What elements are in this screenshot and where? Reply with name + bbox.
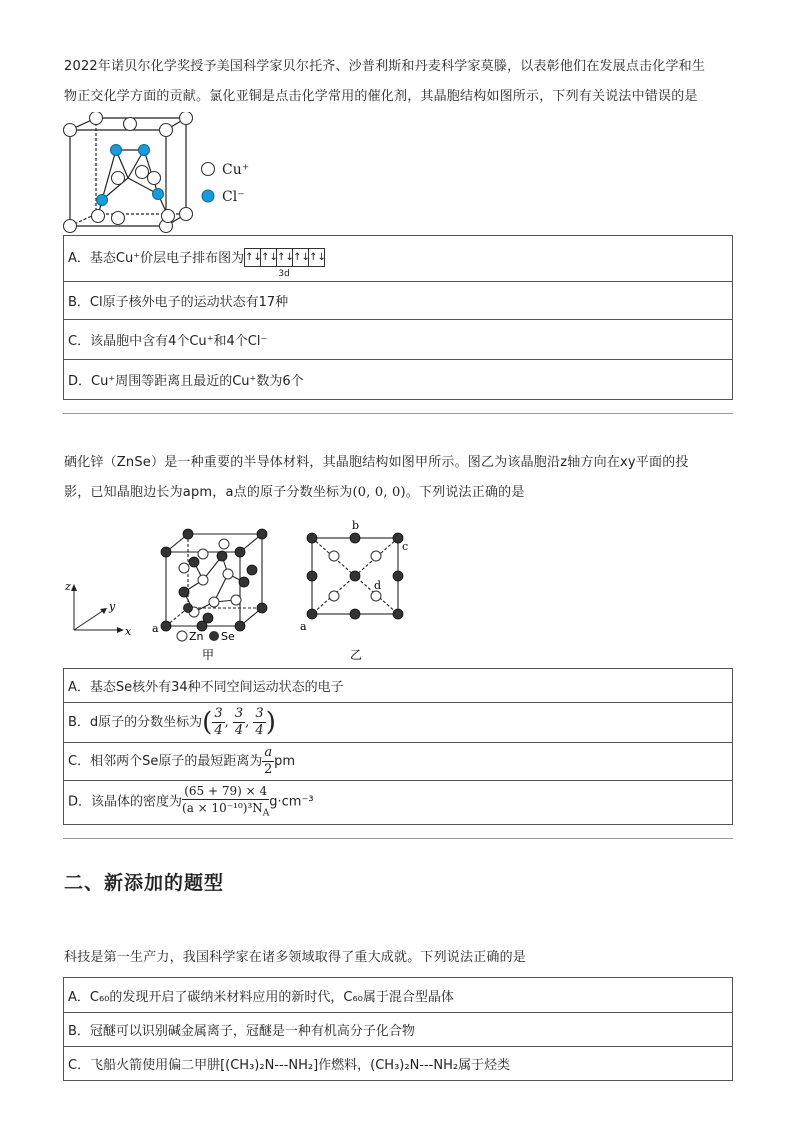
a-coordinate: (0, 0, 0) bbox=[352, 485, 406, 500]
label-a-yi: a bbox=[300, 620, 307, 633]
q2-option-c[interactable]: C．相邻两个Se原子的最短距离为 $\frac{a}{2}$ pm bbox=[64, 743, 733, 781]
orbital-diagram bbox=[244, 248, 324, 281]
q1-stem bbox=[64, 52, 744, 112]
orbital-box: ↑↓ bbox=[260, 248, 277, 267]
divider bbox=[63, 413, 733, 414]
paren-close: ) bbox=[265, 707, 276, 738]
q1-opt-c-text: C．该晶胞中含有4个Cu⁺和4个Cl⁻ bbox=[64, 320, 733, 360]
label-b: b bbox=[352, 519, 360, 532]
divider bbox=[63, 838, 733, 839]
q3-option-c[interactable] bbox=[64, 1047, 733, 1081]
orbital-box: ↑↓ bbox=[276, 248, 293, 267]
q1-option-c[interactable] bbox=[64, 320, 733, 360]
legend-zn: Zn bbox=[189, 630, 204, 643]
q1-stem-line1: 2022年诺贝尔化学奖授予美国科学家贝尔托齐、沙普利斯和丹麦科学家莫滕，以表彰他们在发展点击化学和生 bbox=[64, 59, 706, 74]
q3-options bbox=[63, 977, 733, 1081]
cucl-unit-cell-figure bbox=[58, 112, 288, 234]
legend-cl: Cl⁻ bbox=[222, 189, 245, 205]
q2-stem-line1: 硒化锌（ZnSe）是一种重要的半导体材料，其晶胞结构如图甲所示。图乙为该晶胞沿z轴方向在xy平面的投 bbox=[64, 455, 689, 470]
legend-se: Se bbox=[221, 630, 235, 643]
orbital-box: ↑↓ bbox=[308, 248, 325, 267]
q3-stem: 科技是第一生产力，我国科学家在诸多领域取得了重大成就。下列说法正确的是 bbox=[64, 950, 527, 965]
q1-options bbox=[63, 235, 733, 400]
q3-option-b[interactable] bbox=[64, 1013, 733, 1047]
q3-opt-c-text: C．飞船火箭使用偏二甲肼[(CH₃)₂N---NH₂]作燃料，(CH₃)₂N---NH₂属于烃类 bbox=[64, 1047, 733, 1081]
q2-option-d[interactable]: D．该晶体的密度为 $\frac{(65 + 79) \times 4}{(a \times 10^{-10})^3N_A}$ g·cm⁻³ bbox=[64, 781, 733, 825]
q2-options bbox=[63, 668, 733, 825]
caption-jia: 甲 bbox=[202, 648, 215, 662]
orbital-label: 3d bbox=[278, 269, 290, 279]
znse-unit-cell-figures bbox=[62, 518, 422, 666]
axis-y-label: y bbox=[109, 600, 116, 613]
q3-opt-a-text: A．C₆₀的发现开启了碳纳米材料应用的新时代，C₆₀属于混合型晶体 bbox=[64, 978, 733, 1013]
q3-opt-b-text: B．冠醚可以识别碱金属离子，冠醚是一种有机高分子化合物 bbox=[64, 1013, 733, 1047]
orbital-box: ↑↓ bbox=[244, 248, 261, 267]
axis-x-label: x bbox=[125, 625, 132, 638]
q1-option-b[interactable] bbox=[64, 282, 733, 320]
legend-cu: Cu⁺ bbox=[222, 162, 250, 178]
q2-stem bbox=[64, 448, 744, 508]
label-c: c bbox=[402, 540, 409, 553]
caption-yi: 乙 bbox=[350, 648, 363, 662]
orbital-box: ↑↓ bbox=[292, 248, 309, 267]
q1-opt-d-text: D．Cu⁺周围等距离且最近的Cu⁺数为6个 bbox=[64, 360, 733, 400]
axis-z-label: z bbox=[65, 580, 71, 593]
q2-option-b[interactable]: B．d原子的分数坐标为( $\frac{3}{4}$ , $\frac{3}{4}$ , $\frac{3}{4}$ ) bbox=[64, 703, 733, 743]
section-heading: 二、新添加的题型 bbox=[64, 872, 225, 894]
q1-option-d[interactable] bbox=[64, 360, 733, 400]
q1-opt-a-text: A．基态Cu⁺价层电子排布图为 bbox=[68, 251, 245, 266]
label-a-jia: a bbox=[152, 622, 159, 635]
q1-opt-b-text: B．Cl原子核外电子的运动状态有17种 bbox=[64, 282, 733, 320]
label-d: d bbox=[374, 579, 382, 592]
q2-stem-line2: 影，已知晶胞边长为apm，a点的原子分数坐标为(0, 0, 0)。下列说法正确的是 bbox=[64, 485, 525, 500]
q1-stem-line2: 物正交化学方面的贡献。氯化亚铜是点击化学常用的催化剂，其晶胞结构如图所示，下列有关说法中错误的是 bbox=[64, 89, 698, 104]
q2-opt-a-text: A．基态Se核外有34种不同空间运动状态的电子 bbox=[64, 669, 733, 703]
paren-open: ( bbox=[202, 707, 213, 738]
q1-option-a[interactable] bbox=[64, 236, 733, 282]
q2-option-a[interactable] bbox=[64, 669, 733, 703]
q3-option-a[interactable] bbox=[64, 978, 733, 1013]
